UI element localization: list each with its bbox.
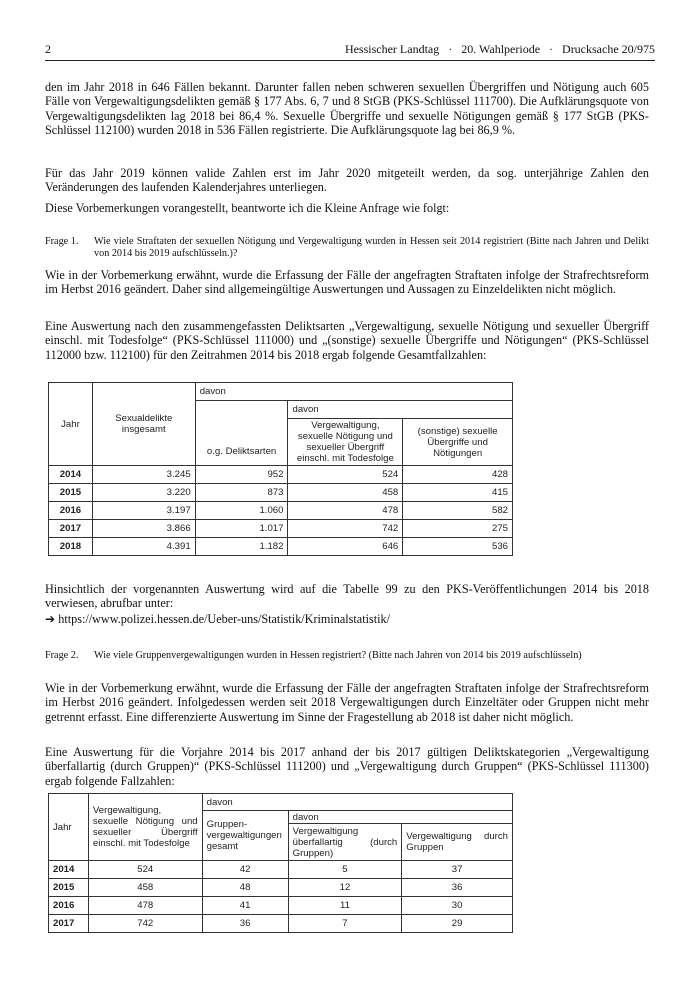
table-row	[49, 915, 513, 933]
t1-total: 3.866	[92, 520, 195, 538]
paragraph-answer-1b: Eine Auswertung nach den zusammengefassten Deliktsarten „Vergewaltigung, sexuelle Nötigung und sexueller Übergriff einschl. mit Todesfolge“ (PKS-Schlüssel 111000) und „(sonstige) sexuelle Übergriffe und Nötigungen“ (PKS-Schlüssel 112000 bzw. 112100) für den Zeitrahmen 2014 bis 2018 ergab folgende Gesamtfallzahlen:	[45, 319, 649, 362]
t1-og: 952	[195, 466, 288, 484]
paragraph-preface: Diese Vorbemerkungen vorangestellt, beantworte ich die Kleine Anfrage wie folgt:	[45, 201, 450, 215]
page-number: 2	[45, 42, 51, 56]
table-row	[49, 538, 513, 556]
paragraph-answer-1a: Wie in der Vorbemerkung erwähnt, wurde die Erfassung der Fälle der angefragten Straftaten infolge der Strafrechtsreform im Herbst 2016 geändert. Daher sind allgemeingültige Auswertungen und Aussagen zu Einzeldelikten nicht möglich.	[45, 268, 649, 297]
t2-year: 2017	[49, 915, 89, 933]
t1-sonst: 536	[403, 538, 513, 556]
t1-sonst: 275	[403, 520, 513, 538]
table-row	[49, 502, 513, 520]
t2-durch: 29	[402, 915, 513, 933]
t2-gruppen: 41	[202, 897, 288, 915]
t2-gruppen: 48	[202, 879, 288, 897]
t2-ueberfall: 7	[288, 915, 402, 933]
t2-verg: 478	[88, 897, 202, 915]
t1-total: 3.245	[92, 466, 195, 484]
t1-header-sonstige: (sonstige) sexuelle Übergriffe und Nötigungen	[403, 419, 513, 466]
t1-og: 1.182	[195, 538, 288, 556]
t1-verg: 742	[288, 520, 403, 538]
t1-sonst: 582	[403, 502, 513, 520]
t2-gruppen: 42	[202, 861, 288, 879]
t2-durch: 37	[402, 861, 513, 879]
t1-year: 2018	[49, 538, 93, 556]
table-row	[49, 520, 513, 538]
pks-link-line	[45, 612, 390, 626]
header-title: Hessischer Landtag · 20. Wahlperiode · Drucksache 20/975	[344, 42, 655, 56]
t1-header-og: o.g. Deliktsarten	[195, 401, 288, 466]
question-2-text: Wie viele Gruppenvergewaltigungen wurden in Hessen registriert? (Bitte nach Jahren von 2014 bis 2019 aufschlüsseln)	[94, 650, 582, 661]
t2-header-ueberfallartig: Vergewaltigung überfallartig (durch Gruppen)	[288, 824, 402, 861]
t2-header-gruppen: Gruppen-vergewaltigungen gesamt	[202, 811, 288, 861]
t1-year: 2016	[49, 502, 93, 520]
t2-durch: 36	[402, 879, 513, 897]
paragraph-answer-2b: Eine Auswertung für die Vorjahre 2014 bis 2017 anhand der bis 2017 gültigen Deliktskategorien „Vergewaltigung überfallartig (durch Gruppen)“ (PKS-Schlüssel 111200) und „Vergewaltigung durch Gruppen“ (PKS-Schlüssel 111300) ergab folgende Fallzahlen:	[45, 745, 649, 788]
t2-ueberfall: 12	[288, 879, 402, 897]
t2-header-davon-outer: davon	[202, 794, 512, 811]
t1-verg: 478	[288, 502, 403, 520]
t1-sonst: 428	[403, 466, 513, 484]
t1-year: 2015	[49, 484, 93, 502]
t2-header-davon-inner: davon	[288, 811, 512, 824]
t1-year: 2014	[49, 466, 93, 484]
t1-header-davon-outer: davon	[195, 383, 512, 401]
table-sexualdelikte	[48, 382, 513, 556]
t2-verg: 458	[88, 879, 202, 897]
t1-total: 4.391	[92, 538, 195, 556]
t2-header-vergewaltigung: Vergewaltigung, sexuelle Nötigung und sexueller Übergriff einschl. mit Todesfolge	[88, 794, 202, 861]
t1-verg: 458	[288, 484, 403, 502]
question-1-text: Wie viele Straftaten der sexuellen Nötigung und Vergewaltigung wurden in Hessen seit 2014 registriert (Bitte nach Jahren und Delikt von 2014 bis 2019 aufschlüsseln.)?	[94, 236, 649, 259]
paragraph-pks-reference: Hinsichtlich der vorgenannten Auswertung wird auf die Tabelle 99 zu den PKS-Veröffentlichungen 2014 bis 2018 verwiesen, abrufbar unter:	[45, 582, 649, 611]
t2-header-durch-gruppen: Vergewaltigung durch Gruppen	[402, 824, 513, 861]
t1-total: 3.197	[92, 502, 195, 520]
t2-verg: 742	[88, 915, 202, 933]
arrow-right-icon: ➔	[45, 612, 56, 626]
table-row	[49, 861, 513, 879]
page-header	[45, 40, 655, 61]
t1-verg: 524	[288, 466, 403, 484]
t2-verg: 524	[88, 861, 202, 879]
table-row	[49, 484, 513, 502]
paragraph-intro-stats: den im Jahr 2018 in 646 Fällen bekannt. Darunter fallen neben schweren sexuellen Übergriffen und Nötigung auch 605 Fälle von Vergewaltigungsdelikten gemäß § 177 Abs. 6, 7 und 8 StGB (PKS-Schlüssel 111700). Die Aufklärungsquote von Vergewaltigungsdelikten lag 2018 bei 86,4 %. Sexuelle Übergriffe und sexuelle Nötigungen gemäß § 177 StGB (PKS-Schlüssel 112100) wurden 2018 in 536 Fällen registrierte. Die Aufklärungsquote lag bei 86,9 %.	[45, 80, 649, 137]
t1-og: 1.060	[195, 502, 288, 520]
table-gruppenvergewaltigungen	[48, 793, 513, 933]
t2-year: 2016	[49, 897, 89, 915]
t1-og: 1.017	[195, 520, 288, 538]
t2-year: 2015	[49, 879, 89, 897]
paragraph-answer-2a: Wie in der Vorbemerkung erwähnt, wurde die Erfassung der Fälle der angefragten Straftaten infolge der Strafrechtsreform im Herbst 2016 geändert. Infolgedessen werden seit 2018 Vergewaltigungen durch Einzeltäter oder Gruppen nicht mehr getrennt erfasst. Eine differenzierte Auswertung im Sinne der Fragestellung ab 2018 ist daher nicht möglich.	[45, 681, 649, 724]
question-1-label: Frage 1.	[45, 236, 79, 247]
t2-ueberfall: 5	[288, 861, 402, 879]
t2-year: 2014	[49, 861, 89, 879]
question-2-label: Frage 2.	[45, 650, 79, 661]
t2-durch: 30	[402, 897, 513, 915]
t1-verg: 646	[288, 538, 403, 556]
table-row	[49, 466, 513, 484]
table-row	[49, 897, 513, 915]
pks-link[interactable]: https://www.polizei.hessen.de/Ueber-uns/Statistik/Kriminalstatistik/	[58, 612, 390, 626]
t1-header-sexualdelikte: Sexualdelikte insgesamt	[92, 383, 195, 466]
t2-header-jahr: Jahr	[49, 794, 89, 861]
t1-sonst: 415	[403, 484, 513, 502]
t1-og: 873	[195, 484, 288, 502]
t1-header-jahr: Jahr	[49, 383, 93, 466]
t2-gruppen: 36	[202, 915, 288, 933]
t1-year: 2017	[49, 520, 93, 538]
paragraph-2019-note: Für das Jahr 2019 können valide Zahlen erst im Jahr 2020 mitgeteilt werden, da sog. unterjährige Zahlen den Veränderungen des laufenden Kalenderjahres unterliegen.	[45, 166, 649, 195]
t1-header-davon-inner: davon	[288, 401, 513, 419]
t1-total: 3.220	[92, 484, 195, 502]
t2-ueberfall: 11	[288, 897, 402, 915]
t1-header-vergewaltigung: Vergewaltigung, sexuelle Nötigung und sexueller Übergriff einschl. mit Todesfolge	[288, 419, 403, 466]
table-row	[49, 879, 513, 897]
